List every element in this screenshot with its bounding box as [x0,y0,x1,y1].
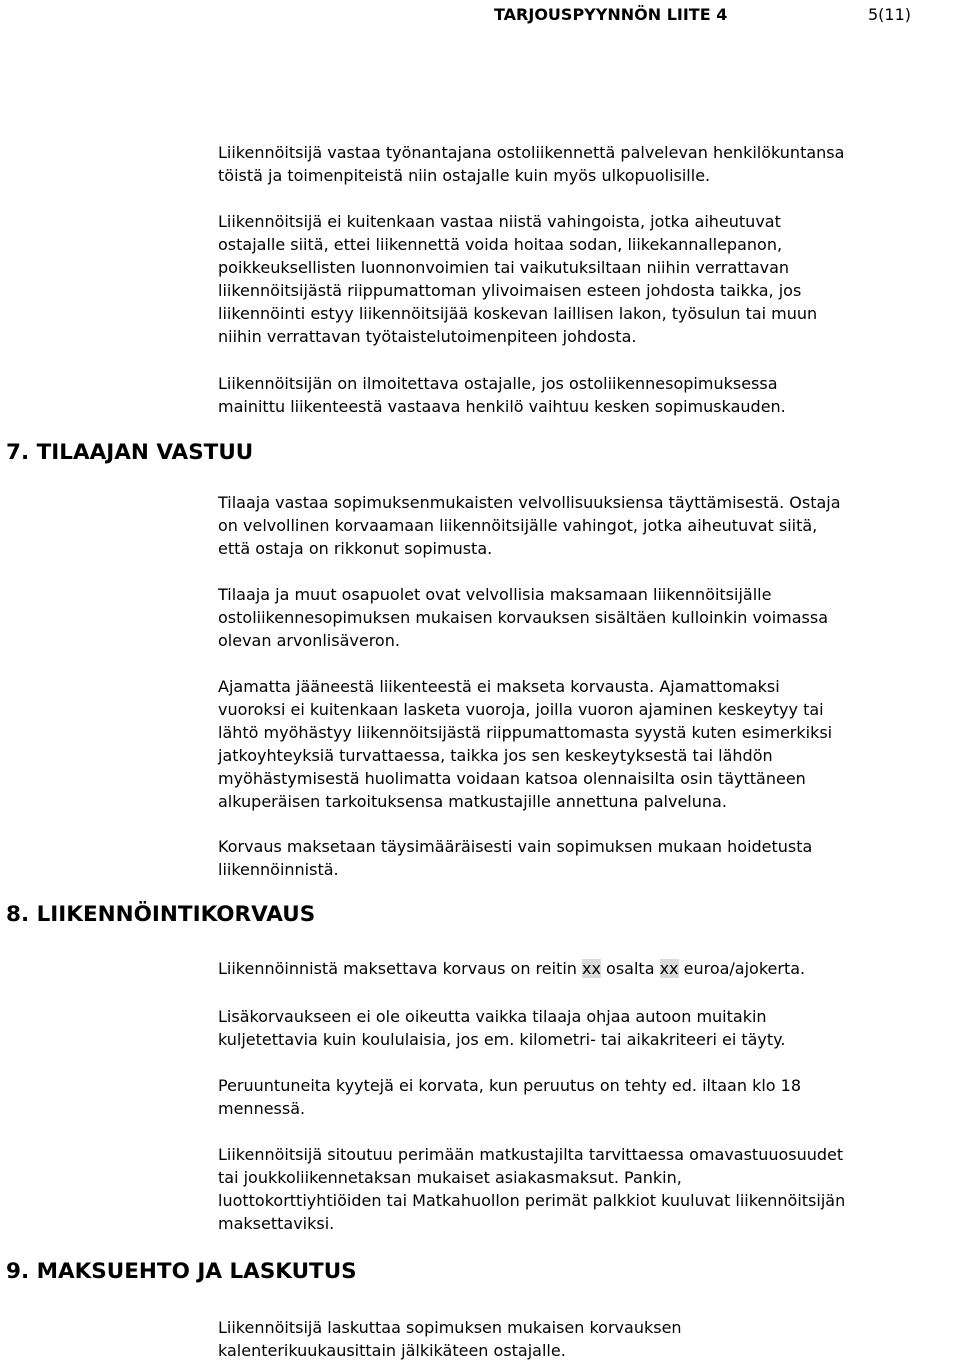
paragraph-invoicing: Liikennöitsijä laskuttaa sopimuksen mukaisen korvauksen kalenterikuukausittain jälkikäteen ostajalle. [218,1318,682,1360]
compensation-text: euroa/ajokerta. [678,959,806,978]
paragraph-force-majeure: Liikennöitsijä ei kuitenkaan vastaa niistä vahingoista, jotka aiheutuvat ostajalle siitä, ettei liikennettä voida hoitaa sodan, liikekannallepanon, poikkeuksellisten luonnonvoimien tai vaikutuksiltaan niihin verrattavan liikennöitsijästä riippumattoman ylivoimaisen esteen johdosta taikka, jos liikennöinti estyy liikennöitsijää koskevan laillisen lakon, työsulun tai muun niihin verrattavan työtaistelutoimenpiteen johdosta. [218,212,818,346]
section-heading-9: 9. MAKSUEHTO JA LASKUTUS [6,1259,357,1284]
route-placeholder-field: xx [582,959,601,978]
paragraph-customer-fees: Liikennöitsijä sitoutuu perimään matkustajilta tarvittaessa omavastuuosuudet tai joukkoliikennetaksan mukaiset asiakasmaksut. Pankin, luottokorttiyhtiöiden tai Matkahuollon perimät palkkiot kuuluvat liikennöitsijän maksettaviksi. [218,1145,846,1233]
paragraph-employer-responsibility: Liikennöitsijä vastaa työnantajana ostoliikennettä palvelevan henkilökuntansa töistä ja toimenpiteistä niin ostajalle kuin myös ulkopuolisille. [218,143,845,185]
compensation-text: Liikennöinnistä maksettava korvaus on reitin [218,959,583,978]
document-header-title: TARJOUSPYYNNÖN LIITE 4 [494,5,728,24]
paragraph-payment-duty: Tilaaja ja muut osapuolet ovat velvollisia maksamaan liikennöitsijälle ostoliikennesopimuksen mukaisen korvauksen sisältäen kulloinkin voimassa olevan arvonlisäveron. [218,585,829,650]
paragraph-full-payment: Korvaus maksetaan täysimääräisesti vain sopimuksen mukaan hoidetusta liikennöinnistä. [218,837,813,879]
paragraph-missed-trips: Ajamatta jääneestä liikenteestä ei makseta korvausta. Ajamattomaksi vuoroksi ei kuitenkaan lasketa vuoroja, joilla vuoron ajaminen keskeytyy tai lähtö myöhästyy liikennöitsijästä riippumattomasta syystä kuten esimerkiksi jatkoyhteyksiä turvattaessa, taikka jos sen keskeytyksestä tai lähdön myöhästymisestä huolimatta voidaan katsoa olennaisilta osin täyttäneen alkuperäisen tarkoituksensa matkustajille annettuna palveluna. [218,677,833,811]
section-heading-8: 8. LIIKENNÖINTIKORVAUS [6,902,316,927]
paragraph-extra-compensation: Lisäkorvaukseen ei ole oikeutta vaikka tilaaja ohjaa autoon muitakin kuljetettavia kuin koululaisia, jos em. kilometri- tai aikakriteeri ei täyty. [218,1007,786,1049]
paragraph-compensation-rate [218,957,960,980]
compensation-text: osalta [600,959,660,978]
section-heading-7: 7. TILAAJAN VASTUU [6,440,254,465]
page-number: 5(11) [868,5,912,24]
paragraph-client-obligations: Tilaaja vastaa sopimuksenmukaisten velvollisuuksiensa täyttämisestä. Ostaja on velvollinen korvaamaan liikennöitsijälle vahingot, jotka aiheutuvat siitä, että ostaja on rikkonut sopimusta. [218,493,841,558]
paragraph-contact-change: Liikennöitsijän on ilmoitettava ostajalle, jos ostoliikennesopimuksessa mainittu liikenteestä vastaava henkilö vaihtuu kesken sopimuskauden. [218,374,786,416]
amount-placeholder-field: xx [659,959,679,978]
paragraph-cancelled-rides: Peruuntuneita kyytejä ei korvata, kun peruutus on tehty ed. iltaan klo 18 mennessä. [218,1076,802,1118]
